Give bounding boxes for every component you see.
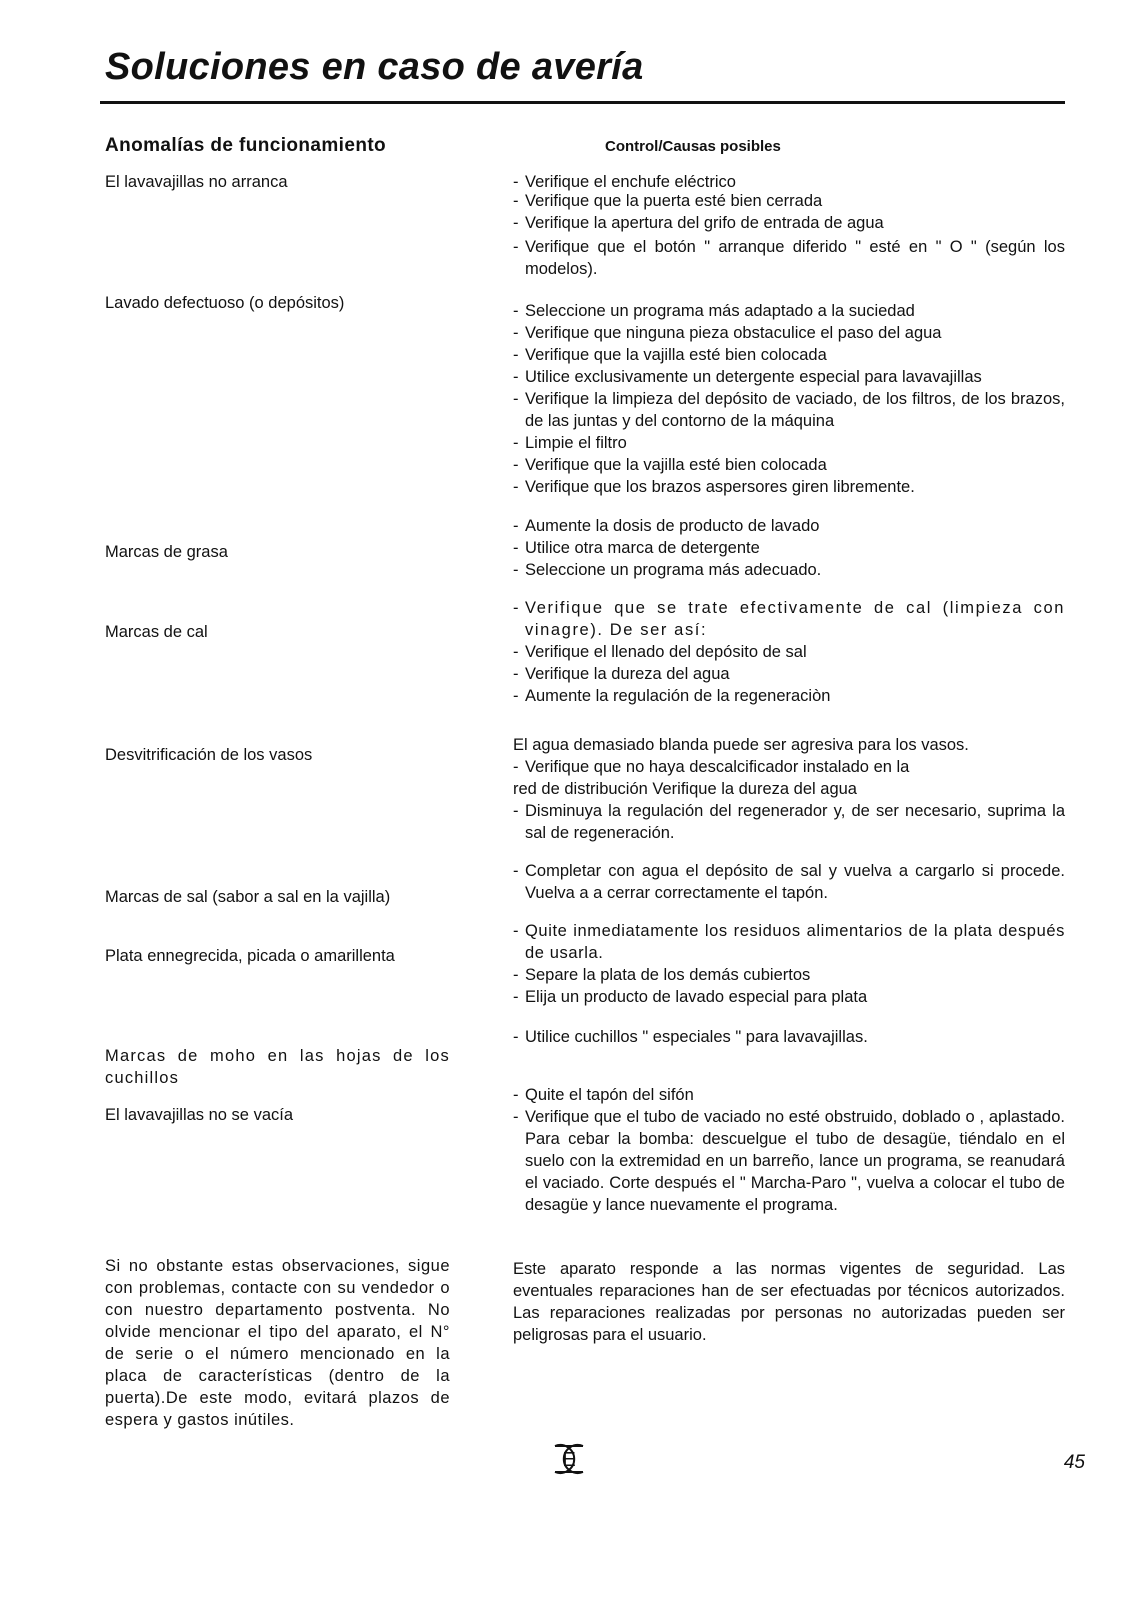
cause-item: - Verifique que los brazos aspersores giren libremente. (513, 476, 1065, 498)
cause-item: - Verifique el llenado del depósito de sal (513, 641, 1065, 663)
causes-rust-on-knives (513, 1026, 1065, 1048)
language-mark: E (562, 1449, 576, 1471)
anomaly-tarnished-silver: Plata ennegrecida, picada o amarillenta (105, 947, 395, 965)
anomaly-no-drain: El lavavajillas no se vacía (105, 1106, 294, 1124)
anomaly-grease-marks: Marcas de grasa (105, 543, 228, 561)
anomaly-limescale-marks: Marcas de cal (105, 623, 208, 641)
cause-item: - Separe la plata de los demás cubiertos (513, 964, 1065, 986)
causes-glass-devitrification (513, 734, 1065, 844)
cause-item: - Verifique que no haya descalcificador instalado en la (513, 756, 1065, 778)
cause-item: - Seleccione un programa más adaptado a la suciedad (513, 300, 1065, 322)
anomaly-glass-devitrification: Desvitrificación de los vasos (105, 746, 313, 764)
cause-intro-text: El agua demasiado blanda puede ser agresiva para los vasos. (513, 736, 969, 754)
cause-item: - Utilice otra marca de detergente (513, 537, 1065, 559)
cause-item: - Verifique que ninguna pieza obstaculice el paso del agua (513, 322, 1065, 344)
cause-item: - Verifique que se trate efectivamente de cal (limpieza con vinagre). De ser así: (513, 597, 1065, 641)
language-badge-icon (537, 1442, 601, 1476)
anomaly-rust-on-knives: Marcas de moho en las hojas de los cuchillos (105, 1047, 450, 1087)
cause-item: - Verifique la apertura del grifo de entrada de agua (513, 214, 1065, 233)
anomaly-defective-wash: Lavado defectuoso (o depósitos) (105, 294, 345, 312)
causes-defective-wash (513, 300, 1065, 498)
cause-item: - Utilice exclusivamente un detergente especial para lavavajillas (513, 366, 1065, 388)
cause-item: - Elija un producto de lavado especial para plata (513, 986, 1065, 1008)
cause-item: - Verifique la limpieza del depósito de vaciado, de los filtros, de los brazos, de las juntas y del contorno de la máquina (513, 388, 1065, 432)
cause-item: - Verifique que el botón " arranque diferido " esté en " O " (según los modelos). (513, 236, 1065, 280)
cause-item: - Limpie el filtro (513, 432, 1065, 454)
causes-no-drain (513, 1084, 1065, 1216)
causes-tarnished-silver (513, 920, 1065, 1008)
cause-item: - Disminuya la regulación del regenerador y, de ser necesario, suprima la sal de regeneración. (513, 800, 1065, 844)
cause-continuation-text: red de distribución Verifique la dureza del agua (513, 780, 857, 798)
anomaly-no-start: El lavavajillas no arranca (105, 173, 288, 191)
cause-item: - Aumente la dosis de producto de lavado (513, 515, 1065, 537)
cause-list (513, 800, 1065, 844)
cause-item: - Quite inmediatamente los residuos alimentarios de la plata después de usarla. (513, 920, 1065, 964)
cause-item: - Verifique que la puerta esté bien cerrada (513, 192, 1065, 211)
causes-limescale-marks (513, 597, 1065, 707)
page-title: Soluciones en caso de avería (105, 46, 644, 88)
cause-item: - Verifique la dureza del agua (513, 663, 1065, 685)
causes-column-heading: Control/Causas posibles (605, 138, 781, 155)
page-number: 45 (1063, 1452, 1085, 1473)
cause-item: - Verifique que la vajilla esté bien colocada (513, 344, 1065, 366)
cause-item: - Verifique que la vajilla esté bien colocada (513, 454, 1065, 476)
cause-item: - Verifique que el tubo de vaciado no esté obstruido, doblado o , aplastado. Para cebar la bomba: descuelgue el tubo de desagüe, tiéndalo en el suelo con la extremidad en un barreño, lance un programa, se reanudará el vaciado. Corte después el " Marcha-Paro ", vuelva a colocar el tubo de desagüe y lance nuevamente el programa. (513, 1106, 1065, 1216)
causes-grease-marks (513, 515, 1065, 581)
cause-item: - Utilice cuchillos " especiales " para lavavajillas. (513, 1026, 1065, 1048)
anomaly-salt-marks: Marcas de sal (sabor a sal en la vajilla) (105, 888, 391, 906)
service-contact-note: Si no obstante estas observaciones, sigue con problemas, contacte con su vendedor o con nuestro departamento postventa. No olvide mencionar el tipo del aparato, el N° de serie o el número mencionado en la placa de características (dentro de la puerta).De este modo, evitará plazos de espera y gastos inútiles. (105, 1257, 450, 1429)
title-divider (100, 101, 1065, 104)
causes-salt-marks (513, 860, 1065, 904)
safety-note: Este aparato responde a las normas vigentes de seguridad. Las eventuales reparaciones han de ser efectuadas por técnicos autorizados. Las reparaciones realizadas por personas no autorizadas pueden ser peligrosas para el usuario. (513, 1260, 1065, 1344)
anomalies-column-heading: Anomalías de funcionamiento (105, 135, 387, 156)
cause-list (513, 756, 1065, 778)
cause-item: - Verifique el enchufe eléctrico (513, 173, 1065, 192)
cause-item: - Completar con agua el depósito de sal y vuelva a cargarlo si procede. Vuelva a a cerrar correctamente el tapón. (513, 860, 1065, 904)
causes-no-start (513, 173, 1065, 280)
cause-item: - Aumente la regulación de la regeneraciòn (513, 685, 1065, 707)
cause-item: - Quite el tapón del sifón (513, 1084, 1065, 1106)
cause-item: - Seleccione un programa más adecuado. (513, 559, 1065, 581)
